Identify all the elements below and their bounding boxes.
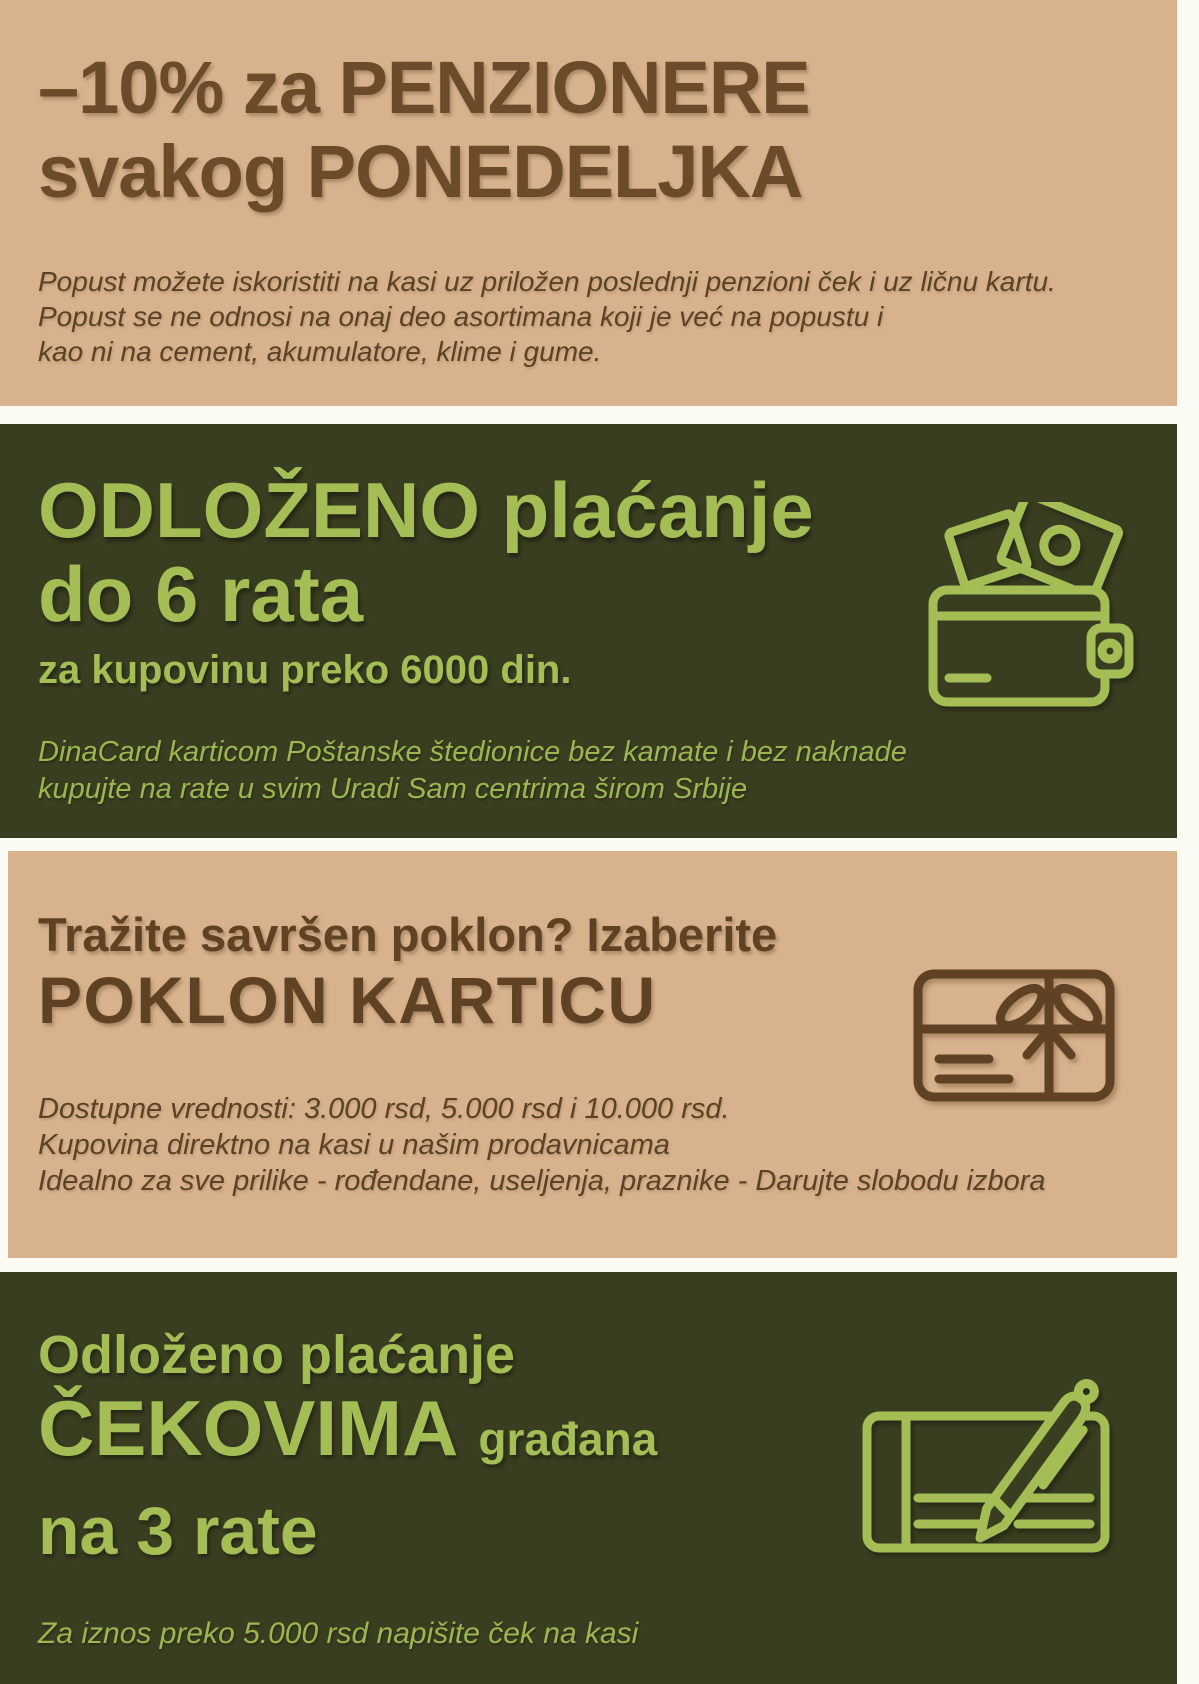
checks-heading-suffix: građana	[478, 1413, 658, 1465]
checks-heading-line1: Odloženo plaćanje	[38, 1325, 516, 1385]
pensioner-body-line3: kao ni na cement, akumulatore, klime i gume.	[38, 336, 602, 367]
gift-card-heading-small: Tražite savršen poklon? Izaberite	[38, 908, 778, 961]
installments-subheading: za kupovinu preko 6000 din.	[38, 648, 572, 692]
installments-body-line1: DinaCard karticom Poštanske štedionice bez kamate i bez naknade	[38, 736, 907, 768]
gift-card-body-line1: Dostupne vrednosti: 3.000 rsd, 5.000 rsd i 10.000 rsd.	[38, 1093, 730, 1125]
section-installments	[0, 424, 1177, 838]
pensioner-body-line2: Popust se ne odnosi na onaj deo asortimana koji je već na popustu i	[38, 301, 884, 332]
installments-body-line2: kupujte na rate u svim Uradi Sam centrima širom Srbije	[38, 773, 748, 805]
gift-card-body	[38, 1091, 1177, 1199]
gift-card-icon	[913, 969, 1115, 1102]
gift-card-heading-large: POKLON KARTICU	[38, 963, 657, 1037]
gift-card-body-line3: Idealno za sve prilike - rođendane, useljenja, praznike - Darujte slobodu izbora	[38, 1165, 1046, 1197]
pensioner-body-line1: Popust možete iskoristiti na kasi uz priložen poslednji penzioni ček i uz ličnu kartu.	[38, 266, 1056, 297]
check-pen-icon	[862, 1358, 1112, 1554]
band-gap	[0, 838, 1177, 851]
installments-heading-line2: do 6 rata	[38, 550, 364, 638]
installments-body	[38, 734, 1177, 808]
band-gap	[0, 406, 1177, 424]
right-margin-strip	[1177, 0, 1199, 1684]
section-checks	[0, 1272, 1177, 1684]
section-pensioner-discount	[0, 0, 1177, 406]
section-gift-card	[8, 851, 1177, 1258]
checks-body-line: Za iznos preko 5.000 rsd napišite ček na kasi	[38, 1617, 639, 1650]
installments-heading-line1: ODLOŽENO plaćanje	[38, 466, 814, 554]
checks-heading-strong: ČEKOVIMA	[38, 1384, 459, 1472]
gift-card-body-line2: Kupovina direktno na kasi u našim prodavnicama	[38, 1129, 670, 1161]
pensioner-heading	[38, 46, 1177, 214]
pensioner-heading-line2: svakog PONEDELJKA	[38, 130, 803, 213]
checks-heading-line3: na 3 rate	[38, 1493, 318, 1569]
pensioner-body	[38, 264, 1177, 369]
band-gap	[0, 1258, 1177, 1272]
pensioner-heading-line1: –10% za PENZIONERE	[38, 46, 810, 129]
wallet-icon	[925, 502, 1135, 707]
